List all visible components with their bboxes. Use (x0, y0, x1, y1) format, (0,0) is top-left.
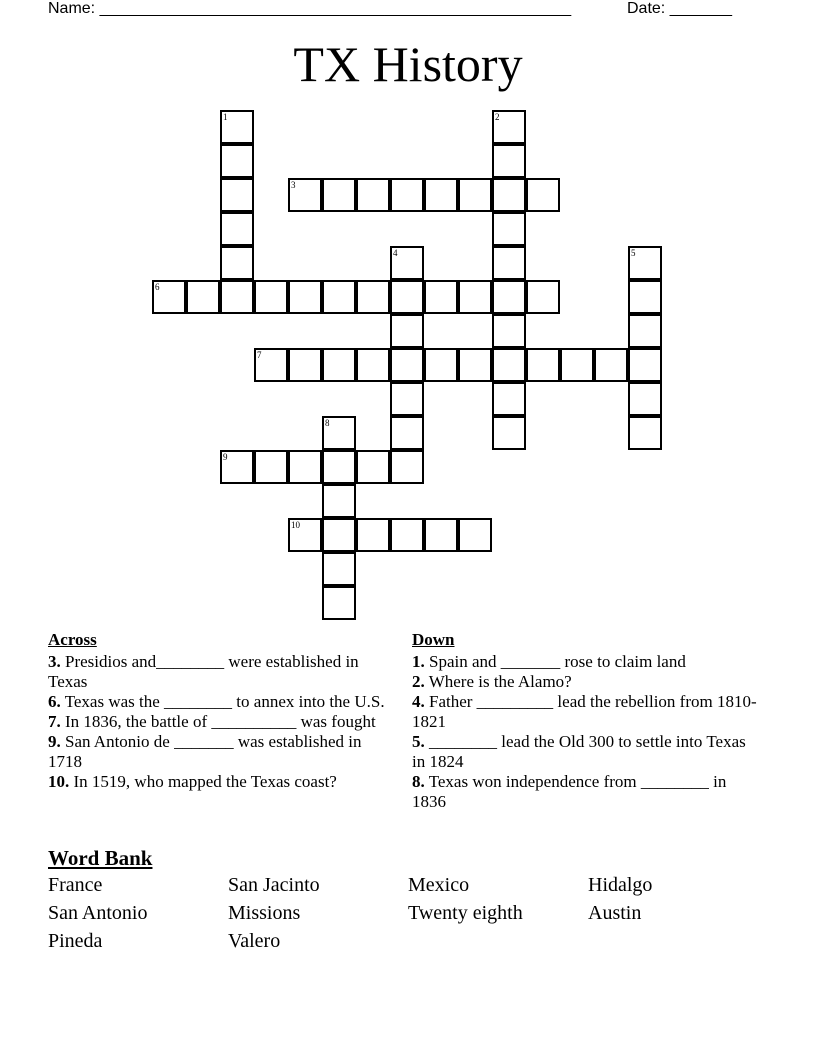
clue-text: In 1519, who mapped the Texas coast? (69, 772, 337, 791)
crossword-cell[interactable] (526, 280, 560, 314)
page-title: TX History (293, 36, 523, 92)
word-bank-item: Missions (228, 902, 301, 924)
clue-across-6 (48, 692, 388, 712)
crossword-cell[interactable] (594, 348, 628, 382)
crossword-cell[interactable] (492, 348, 526, 382)
word-bank-item: San Antonio (48, 902, 148, 924)
clue-down-2 (412, 672, 757, 692)
crossword-cell[interactable] (356, 280, 390, 314)
crossword-cell[interactable] (220, 450, 254, 484)
crossword-cell[interactable] (492, 212, 526, 246)
clue-down-5 (412, 732, 757, 772)
clue-across-10 (48, 772, 388, 792)
crossword-cell[interactable] (492, 110, 526, 144)
crossword-cell[interactable] (322, 518, 356, 552)
crossword-cell[interactable] (254, 348, 288, 382)
clue-number: 9. (48, 732, 61, 751)
clue-text: Presidios and________ were established in Texas (48, 652, 359, 691)
crossword-cell[interactable] (254, 450, 288, 484)
crossword-cell[interactable] (628, 348, 662, 382)
crossword-cell[interactable] (390, 246, 424, 280)
crossword-cell[interactable] (220, 280, 254, 314)
crossword-cell[interactable] (492, 416, 526, 450)
down-clues (412, 630, 757, 812)
crossword-cell[interactable] (628, 416, 662, 450)
crossword-cell[interactable] (424, 280, 458, 314)
clue-number: 6. (48, 692, 61, 711)
crossword-cell[interactable] (322, 484, 356, 518)
clue-text: ________ lead the Old 300 to settle into Texas in 1824 (412, 732, 746, 771)
clue-number-label: 4 (393, 248, 398, 258)
crossword-cell[interactable] (526, 178, 560, 212)
clue-number-label: 2 (495, 112, 500, 122)
crossword-cell[interactable] (220, 178, 254, 212)
clue-text: San Antonio de _______ was established in 1718 (48, 732, 362, 771)
word-bank-item: Valero (228, 930, 281, 952)
crossword-cell[interactable] (628, 246, 662, 280)
date-field-label[interactable]: Date: _______ (627, 0, 732, 17)
crossword-cell[interactable] (254, 280, 288, 314)
clue-number: 3. (48, 652, 61, 671)
clue-down-4 (412, 692, 757, 732)
crossword-cell[interactable] (390, 518, 424, 552)
word-bank-item: Twenty eighth (408, 902, 523, 924)
crossword-cell[interactable] (152, 280, 186, 314)
crossword-cell[interactable] (390, 450, 424, 484)
crossword-cell[interactable] (288, 178, 322, 212)
clue-number-label: 3 (291, 180, 296, 190)
clue-number-label: 7 (257, 350, 262, 360)
clue-text: In 1836, the battle of __________ was fought (60, 712, 376, 731)
crossword-cell[interactable] (492, 382, 526, 416)
clue-number: 2. (412, 672, 425, 691)
crossword-cell[interactable] (322, 552, 356, 586)
across-heading: Across (48, 630, 97, 649)
name-field-label[interactable]: Name: _____________________________________________________ (48, 0, 572, 17)
down-heading: Down (412, 630, 455, 649)
clue-down-8 (412, 772, 757, 812)
crossword-cell[interactable] (356, 450, 390, 484)
crossword-cell[interactable] (288, 450, 322, 484)
crossword-cell[interactable] (458, 178, 492, 212)
crossword-cell[interactable] (288, 518, 322, 552)
clue-number-label: 9 (223, 452, 228, 462)
word-bank-item: Mexico (408, 874, 470, 896)
crossword-cell[interactable] (356, 518, 390, 552)
crossword-cell[interactable] (322, 416, 356, 450)
clue-number: 1. (412, 652, 425, 671)
crossword-cell[interactable] (322, 280, 356, 314)
crossword-cell[interactable] (458, 280, 492, 314)
crossword-cell[interactable] (390, 382, 424, 416)
clue-number-label: 5 (631, 248, 636, 258)
crossword-cell[interactable] (628, 314, 662, 348)
word-bank-item: Austin (588, 902, 642, 924)
word-bank-item: San Jacinto (228, 874, 320, 896)
crossword-cell[interactable] (390, 178, 424, 212)
crossword-cell[interactable] (322, 450, 356, 484)
clue-across-3 (48, 652, 388, 692)
crossword-cell[interactable] (492, 246, 526, 280)
crossword-cell[interactable] (492, 178, 526, 212)
crossword-cell[interactable] (492, 314, 526, 348)
crossword-cell[interactable] (322, 178, 356, 212)
crossword-cell[interactable] (424, 178, 458, 212)
across-clues (48, 630, 388, 792)
crossword-cell[interactable] (492, 280, 526, 314)
clue-number: 10. (48, 772, 70, 791)
crossword-cell[interactable] (356, 178, 390, 212)
crossword-cell[interactable] (560, 348, 594, 382)
clue-across-7 (48, 712, 388, 732)
clue-text: Spain and _______ rose to claim land (424, 652, 686, 671)
clue-text: Texas was the ________ to annex into the U.S. (60, 692, 385, 711)
crossword-cell[interactable] (628, 382, 662, 416)
clue-text: Father _________ lead the rebellion from 1810-1821 (412, 692, 757, 731)
word-bank-title: Word Bank (48, 846, 153, 870)
crossword-cell[interactable] (288, 348, 322, 382)
clue-down-1 (412, 652, 757, 672)
clue-number-label: 10 (291, 520, 300, 530)
crossword-cell[interactable] (458, 348, 492, 382)
crossword-cell[interactable] (458, 518, 492, 552)
clue-number: 8. (412, 772, 425, 791)
crossword-cell[interactable] (390, 314, 424, 348)
crossword-cell[interactable] (628, 280, 662, 314)
clue-across-9 (48, 732, 388, 772)
clue-number: 4. (412, 692, 425, 711)
crossword-cell[interactable] (220, 246, 254, 280)
crossword-cell[interactable] (424, 518, 458, 552)
crossword-cell[interactable] (526, 348, 560, 382)
clue-number: 5. (412, 732, 425, 751)
crossword-cell[interactable] (322, 586, 356, 620)
crossword-cell[interactable] (390, 280, 424, 314)
clue-number-label: 6 (155, 282, 160, 292)
crossword-cell[interactable] (492, 144, 526, 178)
clue-number-label: 1 (223, 112, 228, 122)
crossword-cell[interactable] (390, 348, 424, 382)
word-bank-item: France (48, 874, 103, 896)
crossword-cell[interactable] (220, 212, 254, 246)
crossword-cell[interactable] (356, 348, 390, 382)
crossword-cell[interactable] (220, 144, 254, 178)
clue-number: 7. (48, 712, 61, 731)
crossword-cell[interactable] (220, 110, 254, 144)
clue-text: Where is the Alamo? (424, 672, 572, 691)
crossword-cell[interactable] (390, 416, 424, 450)
word-bank (48, 874, 768, 952)
word-bank-item: Pineda (48, 930, 103, 952)
crossword-cell[interactable] (186, 280, 220, 314)
word-bank-item: Hidalgo (588, 874, 653, 896)
clue-text: Texas won independence from ________ in 1836 (412, 772, 727, 811)
crossword-cell[interactable] (288, 280, 322, 314)
crossword-cell[interactable] (424, 348, 458, 382)
crossword-cell[interactable] (322, 348, 356, 382)
clue-number-label: 8 (325, 418, 330, 428)
